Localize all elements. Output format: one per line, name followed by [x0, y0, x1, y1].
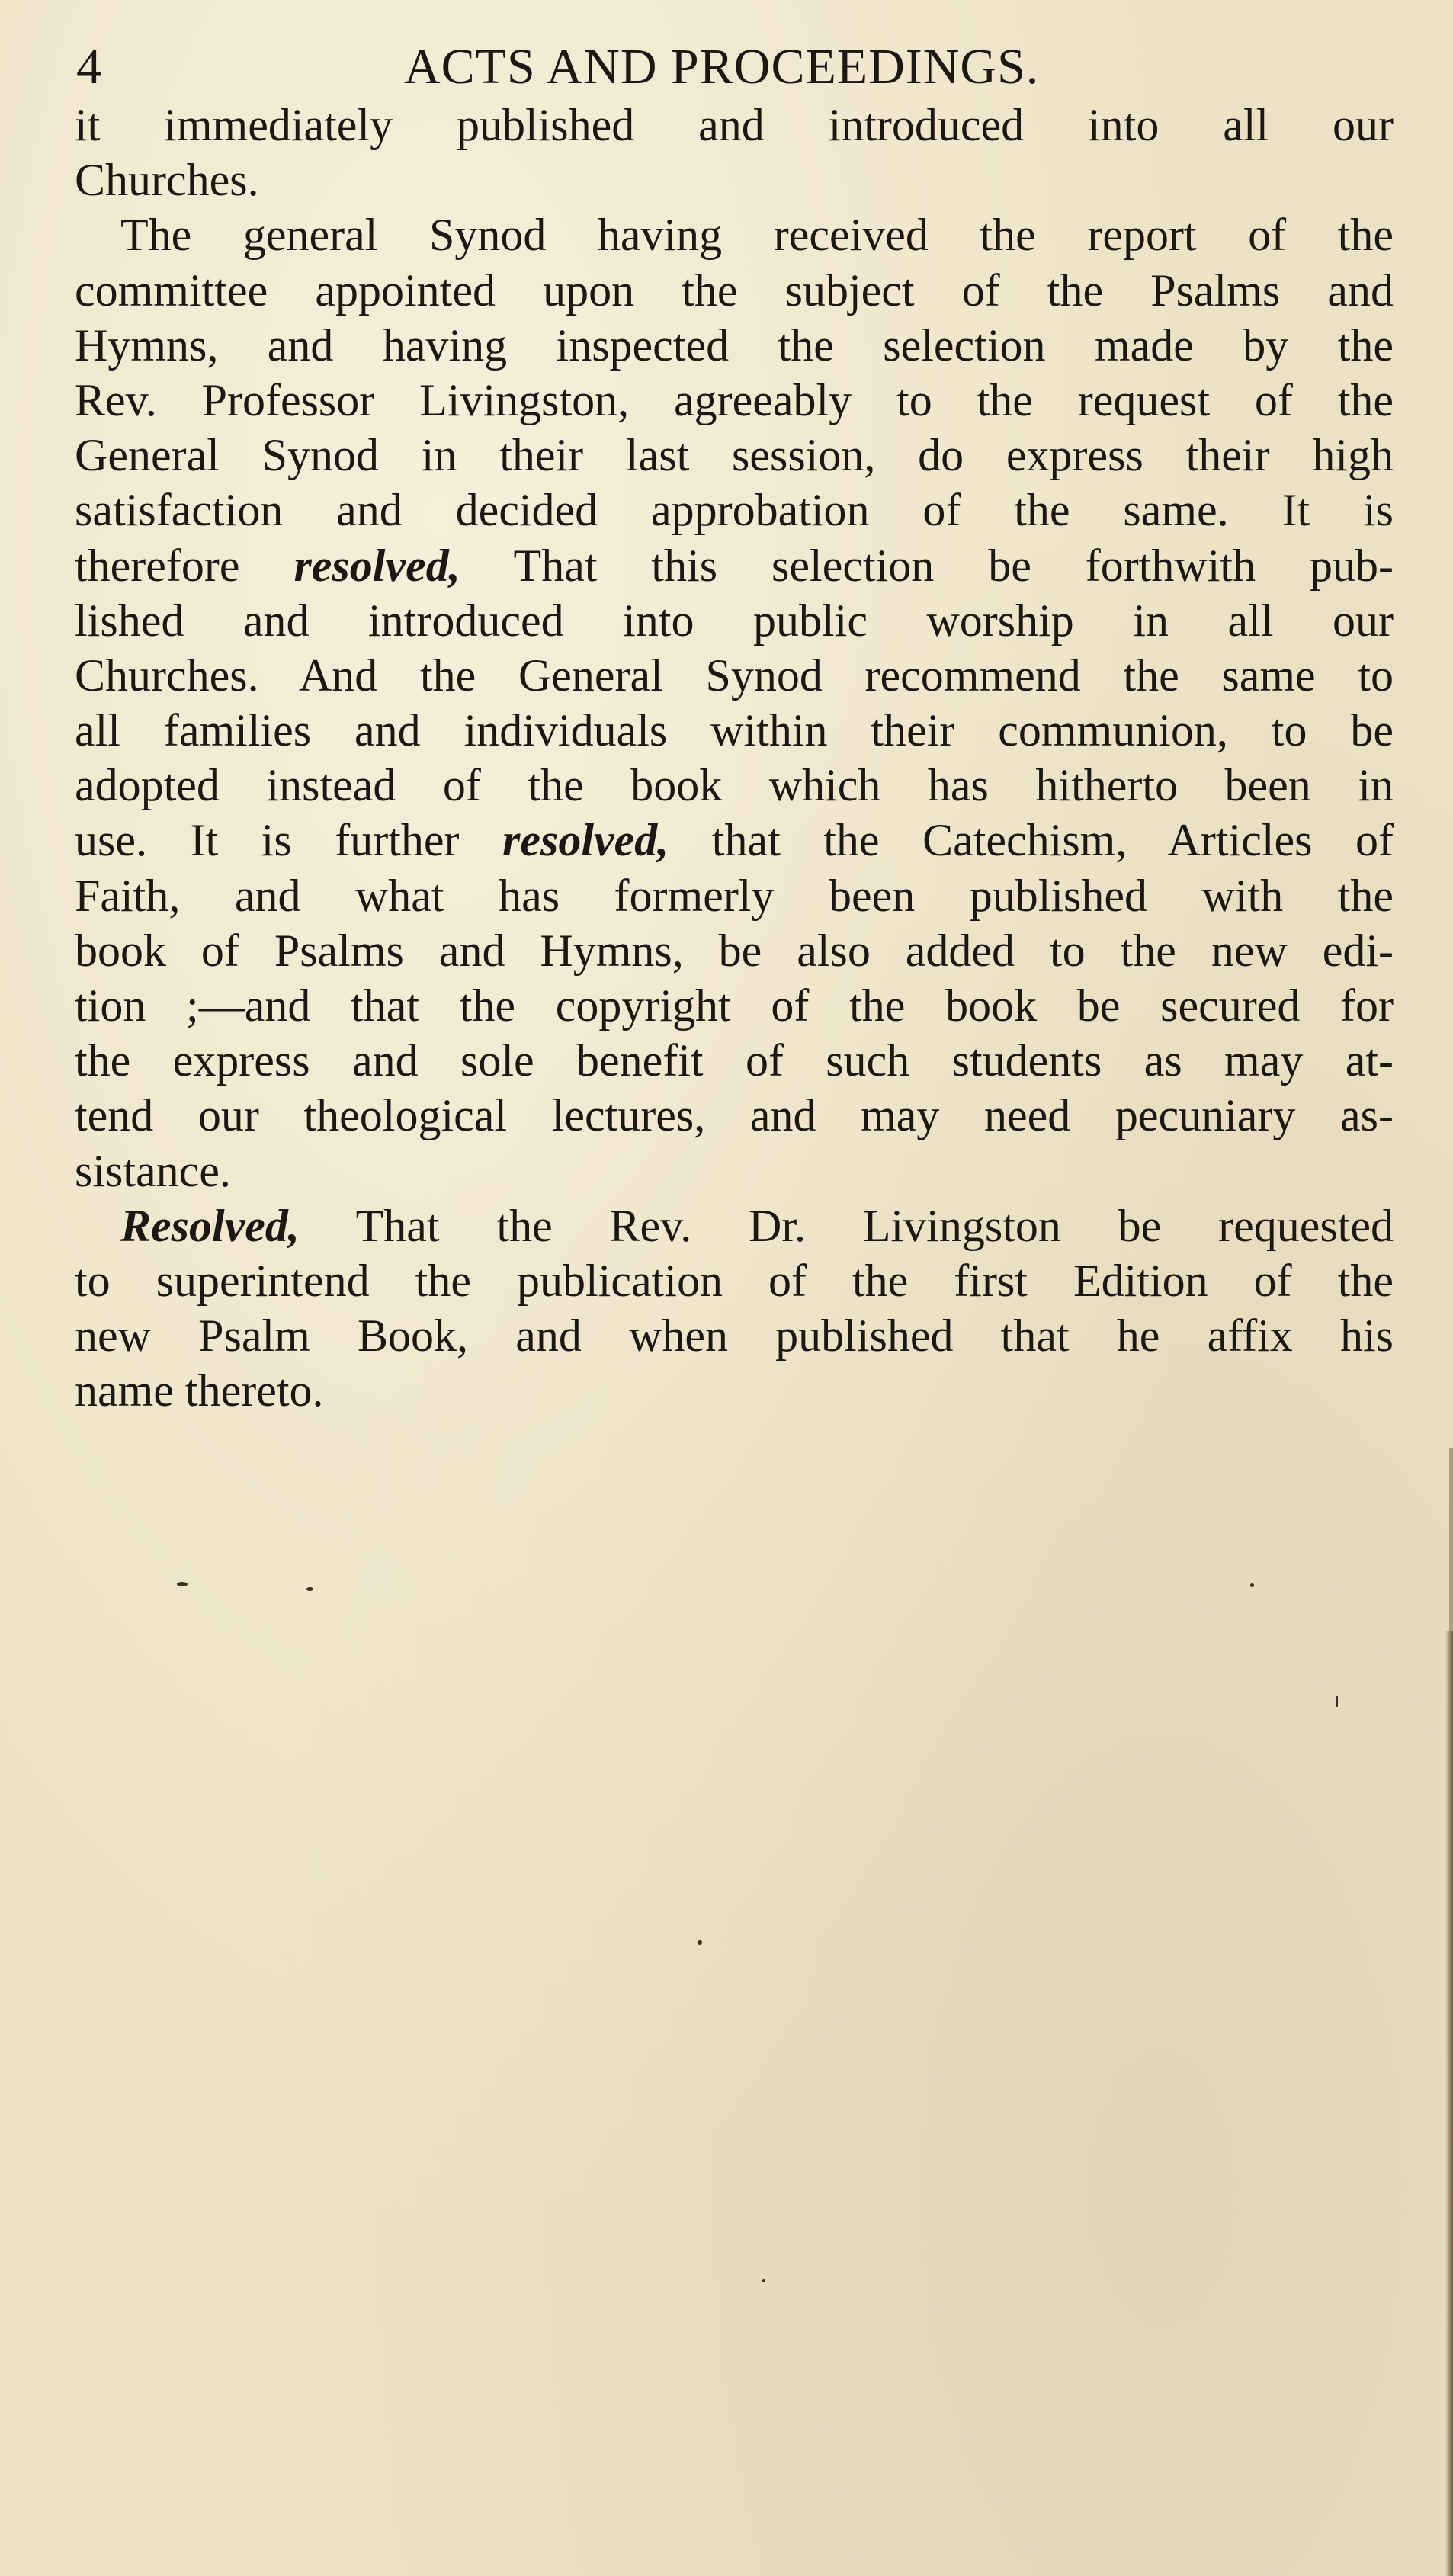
ink-speck — [698, 1940, 702, 1945]
text-run: That the Rev. Dr. Livingston be requested — [299, 1200, 1394, 1251]
text-line: satisfaction and decided approbation of the same. It is — [75, 485, 1394, 536]
text-run: therefore — [75, 540, 294, 591]
ink-speck — [1336, 1696, 1338, 1707]
text-line: name thereto. — [75, 1365, 324, 1416]
page-edge-binding — [1445, 1631, 1453, 2576]
emphasis-resolved: resolved, — [293, 540, 460, 591]
text-line: committee appointed upon the subject of the Psalms and — [75, 265, 1394, 316]
text-line: Rev. Professor Livingston, agreeably to the request of the — [75, 374, 1394, 425]
text-line: new Psalm Book, and when published that he affix his — [75, 1310, 1394, 1362]
emphasis-resolved: Resolved, — [120, 1200, 300, 1251]
text-line: to superintend the publication of the first Edition of the — [75, 1255, 1394, 1306]
ink-speck — [306, 1587, 313, 1591]
text-line: Faith, and what has formerly been published with the — [75, 870, 1394, 921]
text-line: tion ;—and that the copyright of the book be secured for — [75, 980, 1394, 1031]
body-text — [75, 98, 1394, 1419]
text-line: Churches. And the General Synod recommend the same to — [75, 650, 1394, 701]
text-run: that the Catechism, Articles of — [669, 815, 1394, 866]
text-line: sistance. — [75, 1145, 231, 1196]
text-line: General Synod in their last session, do express their high — [75, 430, 1394, 481]
text-line: the express and sole benefit of such students as may at- — [75, 1035, 1394, 1086]
text-line — [75, 538, 1394, 593]
page-number: 4 — [76, 39, 101, 95]
emphasis-resolved: resolved, — [502, 815, 669, 866]
text-line — [75, 813, 1394, 868]
ink-speck — [177, 1582, 188, 1586]
text-line: tend our theological lectures, and may need pecuniary as- — [75, 1090, 1394, 1141]
text-line: lished and introduced into public worship in all our — [75, 595, 1394, 646]
text-run: use. It is further — [75, 815, 502, 866]
ink-speck — [1250, 1583, 1254, 1587]
text-line: it immediately published and introduced into all our — [75, 100, 1394, 150]
text-line: Hymns, and having inspected the selection made by the — [75, 319, 1394, 371]
text-line — [75, 1198, 1394, 1253]
page-edge-shadow — [1449, 1448, 1453, 1631]
text-line: adopted instead of the book which has hitherto been in — [75, 760, 1394, 811]
text-line: The general Synod having received the report of the — [120, 210, 1394, 261]
text-line: book of Psalms and Hymns, be also added to the new edi- — [75, 925, 1394, 976]
page-header — [76, 37, 1387, 98]
running-head: ACTS AND PROCEEDINGS. — [404, 39, 1040, 95]
text-run: That this selection be forthwith pub- — [460, 540, 1394, 591]
ink-speck — [762, 2279, 765, 2282]
text-line: all families and individuals within their communion, to be — [75, 705, 1394, 756]
text-line: Churches. — [75, 155, 259, 206]
